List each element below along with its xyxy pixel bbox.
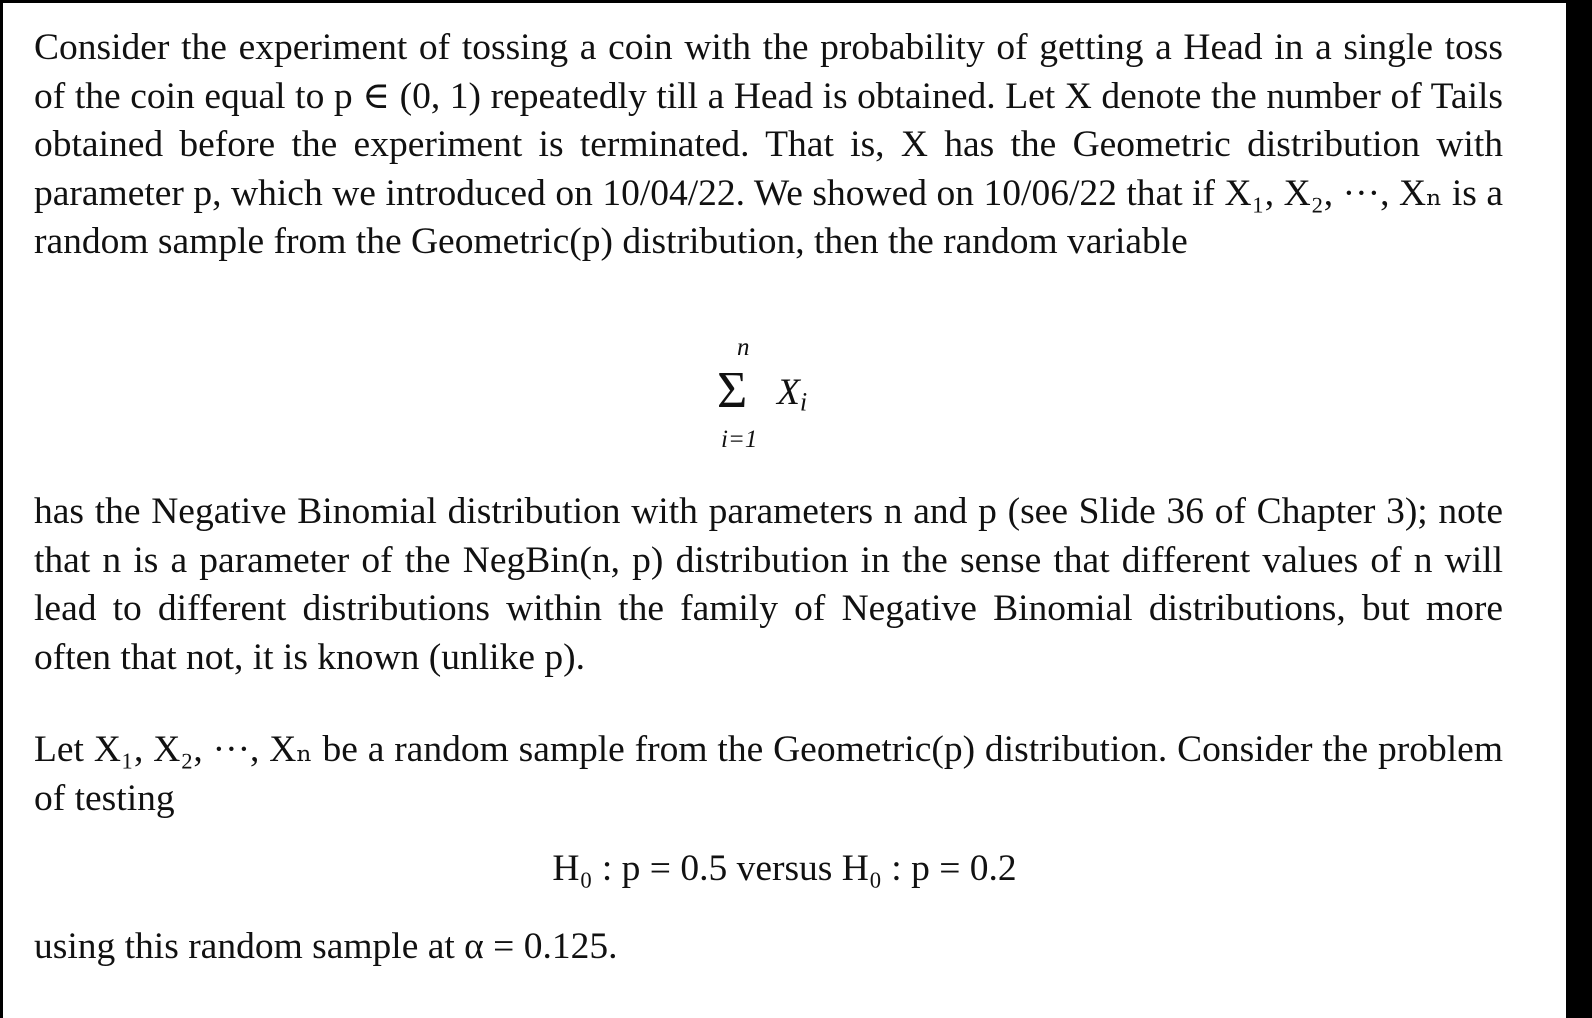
- sum-term: [777, 371, 807, 415]
- paragraph-negbin: has the Negative Binomial distribution with parameters n and p (see Slide 36 of Chapter 3); note that n is a parameter of the NegBin(n, p) distribution in the sense that different values of n will lead to different distributions within the family of Negative Binomial distributions, but more often that not, it is known (unlike p).: [34, 491, 1503, 678]
- paragraph-test-setup: Let X₁, X₂, ···, Xₙ be a random sample from the Geometric(p) distribution. Consider the problem of testing: [34, 729, 1503, 819]
- paragraph-intro: Consider the experiment of tossing a coin with the probability of getting a Head in a single toss of the coin equal to p ∈ (0, 1) repeatedly till a Head is obtained. Let X denote the number of Tails obtained before the experiment is terminated. That is, X has the Geometric distribution with parameter p, which we introduced on 10/04/22. We showed on 10/06/22 that if X₁, X₂, ···, Xₙ is a random sample from the Geometric(p) distribution, then the random variable: [34, 27, 1503, 262]
- sum-upper-limit: n: [737, 334, 750, 361]
- hypothesis-statement: H₀ : p = 0.5 versus H₀ : p = 0.2: [552, 848, 1017, 889]
- sum-lower-limit: i=1: [721, 426, 758, 453]
- sum-term-index: i: [799, 387, 808, 417]
- sigma-symbol: Σ: [717, 362, 748, 419]
- paragraph-significance: using this random sample at α = 0.125.: [34, 926, 618, 967]
- sum-formula: [703, 333, 843, 458]
- sum-term-variable: X: [777, 372, 800, 413]
- document-page: [3, 3, 1566, 1018]
